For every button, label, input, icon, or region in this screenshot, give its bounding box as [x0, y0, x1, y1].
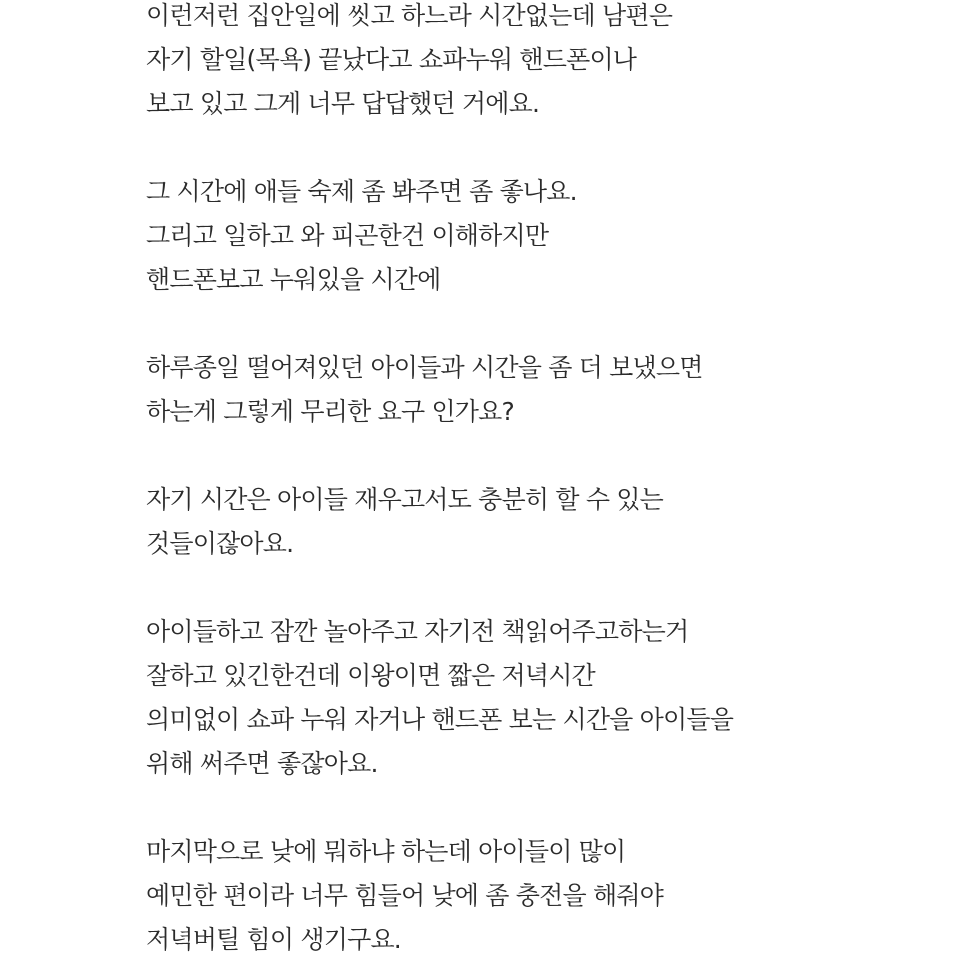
text-line: 의미없이 쇼파 누워 자거나 핸드폰 보는 시간을 아이들을: [146, 705, 734, 734]
text-line: 예민한 편이라 너무 힘들어 낮에 좀 충전을 해줘야: [146, 881, 664, 910]
text-line: 핸드폰보고 누워있을 시간에: [146, 265, 441, 294]
text-line: 보고 있고 그게 너무 답답했던 거에요.: [146, 89, 540, 118]
text-line: 저녁버틸 힘이 생기구요.: [146, 925, 401, 954]
text-line: 하는게 그렇게 무리한 요구 인가요?: [146, 397, 514, 426]
text-line: 위해 써주면 좋잖아요.: [146, 749, 378, 778]
paragraph: [146, 170, 926, 302]
text-line: 마지막으로 낮에 뭐하냐 하는데 아이들이 많이: [146, 837, 626, 866]
paragraph: [146, 478, 926, 566]
text-line: 자기 할일(목욕) 끝났다고 쇼파누워 핸드폰이나: [146, 45, 637, 74]
paragraph: [146, 346, 926, 434]
paragraph: [146, 830, 926, 960]
text-line: 그 시간에 애들 숙제 좀 봐주면 좀 좋나요.: [146, 177, 577, 206]
text-line: 이런저런 집안일에 씻고 하느라 시간없는데 남편은: [146, 1, 673, 30]
post-body: [146, 0, 926, 960]
paragraph: [146, 0, 926, 126]
text-line: 잘하고 있긴한건데 이왕이면 짧은 저녁시간: [146, 661, 595, 690]
paragraph: [146, 610, 926, 786]
text-line: 자기 시간은 아이들 재우고서도 충분히 할 수 있는: [146, 485, 664, 514]
text-line: 것들이잖아요.: [146, 529, 294, 558]
text-line: 그리고 일하고 와 피곤한건 이해하지만: [146, 221, 549, 250]
text-line: 하루종일 떨어져있던 아이들과 시간을 좀 더 보냈으면: [146, 353, 703, 382]
text-line: 아이들하고 잠깐 놀아주고 자기전 책읽어주고하는거: [146, 617, 689, 646]
